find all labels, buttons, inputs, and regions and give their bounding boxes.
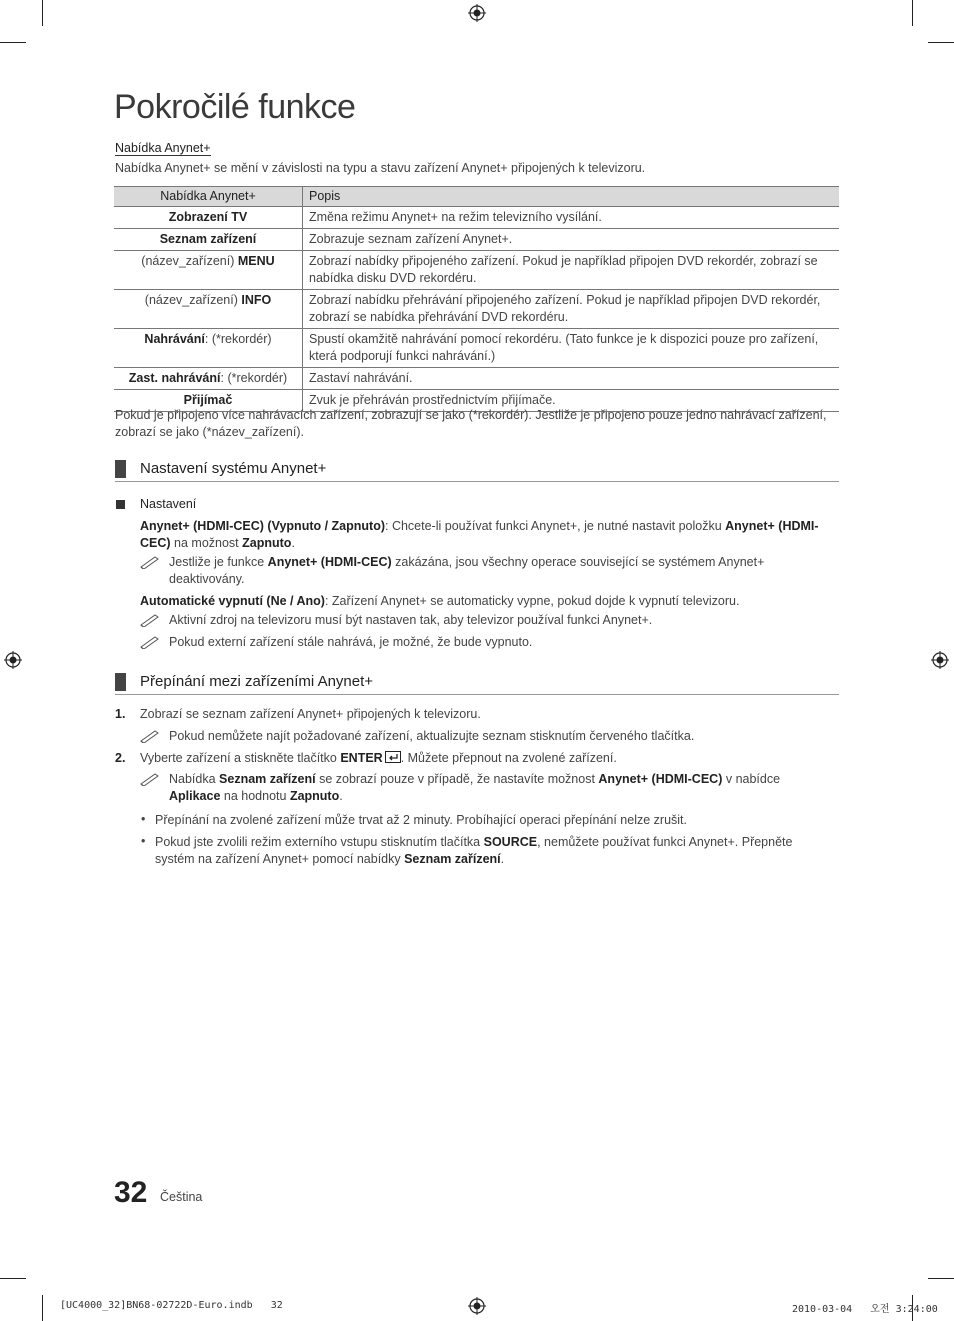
menu-item-name: INFO (241, 293, 272, 307)
step-text-part: Vyberte zařízení a stiskněte tlačítko (140, 751, 341, 765)
crop-mark (42, 1295, 43, 1321)
menu-item-cell (114, 251, 303, 290)
description-cell: Zobrazí nabídky připojeného zařízení. Pokud je například připojen DVD rekordér, zobrazí se nabídka disku DVD rekordéru. (303, 251, 840, 290)
menu-item-name: Zobrazení TV (168, 210, 248, 224)
step-number-text: 1. (115, 707, 126, 721)
step-text-part: . Můžete přepnout na zvolené zařízení. (400, 751, 617, 765)
print-date-info: 2010-03-04 오전 3:24:00 (792, 1304, 938, 1315)
menu-item-cell (114, 329, 303, 368)
note-text: Aktivní zdroj na televizoru musí být nastaven tak, aby televizor používal funkci Anynet+. (169, 613, 653, 627)
crop-mark (0, 1278, 26, 1279)
step-number (115, 750, 125, 767)
setting-text: : Zařízení Anynet+ se automaticky vypne, pokud dojde k vypnutí televizoru. (324, 594, 740, 608)
menu-item-cell (114, 207, 303, 229)
setting-text: . (291, 536, 295, 550)
bullet-text-part: Pokud jste zvolili režim externího vstupu stisknutím tlačítka (155, 835, 484, 849)
page-number: 32 (114, 1176, 148, 1209)
section-heading (115, 459, 839, 482)
note-text-part: Nabídka (169, 772, 220, 786)
after-table-text: Pokud je připojeno více nahrávacích zařízení, zobrazují se jako (*rekordér). Jestliže je připojeno pouze jedno nahrávací zařízení, zobrazí se jako (*název_zařízení). (115, 408, 827, 439)
note-pencil-icon (140, 635, 160, 649)
note-text-part: zakázána, jsou všechny operace související se systémem Anynet+ deaktivovány. (169, 555, 765, 586)
section-heading (115, 672, 839, 695)
note-text (169, 554, 829, 588)
settings-item-title: Nastavení (140, 497, 197, 511)
enter-key-label: ENTER (340, 751, 383, 765)
menu-item-name: MENU (237, 254, 275, 268)
setting-bold: Anynet+ (HDMI-CEC) (140, 519, 819, 550)
note-bold: Aplikace (169, 789, 221, 803)
section-title: Přepínání mezi zařízeními Anynet+ (140, 673, 374, 690)
registration-mark-icon (468, 1297, 486, 1315)
enter-key-icon (385, 751, 401, 763)
section-title: Nastavení systému Anynet+ (140, 460, 327, 477)
step-number-text: 2. (115, 751, 126, 765)
note-text (169, 771, 829, 805)
note-text-part: Jestliže je funkce (169, 555, 268, 569)
table-row (114, 368, 839, 390)
setting-bold: Automatické vypnutí (Ne / Ano) (140, 594, 325, 608)
bullet-text (155, 834, 835, 868)
table-header-row (114, 187, 839, 207)
note-bold: Anynet+ (HDMI-CEC) (267, 555, 392, 569)
table-header: Nabídka Anynet+ (114, 187, 303, 207)
menu-item-name: Seznam zařízení (159, 232, 257, 246)
crop-mark (928, 1278, 954, 1279)
square-bullet-icon (116, 500, 125, 509)
step-number (115, 706, 125, 723)
table-row (114, 329, 839, 368)
menu-item-prefix: (název_zařízení) (144, 293, 242, 307)
menu-item-suffix: : (*rekordér) (220, 371, 288, 385)
description-cell: Zvuk je přehráván prostřednictvím přijímače. (303, 390, 840, 412)
menu-item-cell (114, 290, 303, 329)
description-cell: Zobrazuje seznam zařízení Anynet+. (303, 229, 840, 251)
bullet-text: Přepínání na zvolené zařízení může trvat až 2 minuty. Probíhající operaci přepínání nelze zrušit. (155, 813, 687, 827)
bullet-bold: SOURCE (483, 835, 538, 849)
anynet-menu-table (114, 186, 839, 412)
language-label: Čeština (160, 1190, 203, 1204)
intro-heading (115, 141, 211, 155)
crop-mark (912, 0, 913, 26)
anynet-setting-text (140, 518, 840, 552)
description-cell: Zobrazí nabídku přehrávání připojeného zařízení. Pokud je například připojen DVD rekordér, zobrazí se nabídka přehrávání DVD rekordéru. (303, 290, 840, 329)
table-row (114, 251, 839, 290)
step-text (140, 750, 617, 767)
print-file-info: [UC4000_32]BN68-02722D-Euro.indb 32 (60, 1300, 283, 1311)
note-pencil-icon (140, 729, 160, 743)
step-text: Zobrazí se seznam zařízení Anynet+ připojených k televizoru. (140, 707, 481, 721)
menu-item-cell (114, 229, 303, 251)
note-text-part: na hodnotu (220, 789, 290, 803)
setting-bold: Anynet+ (HDMI-CEC) (Vypnuto / Zapnuto) (140, 519, 385, 533)
menu-item-name: Zast. nahrávání (128, 371, 221, 385)
bullet-text-part: . (500, 852, 505, 866)
setting-bold: Zapnuto (242, 536, 292, 550)
setting-text: na možnost (170, 536, 243, 550)
intro-text: Nabídka Anynet+ se mění v závislosti na typu a stavu zařízení Anynet+ připojených k televizoru. (115, 161, 646, 175)
menu-item-prefix: (název_zařízení) (141, 254, 238, 268)
note-text-part: se zobrazí pouze v případě, že nastavíte možnost (315, 772, 599, 786)
note-text-part: . (339, 789, 343, 803)
note-text-part: v nabídce (722, 772, 781, 786)
auto-off-text (140, 593, 840, 610)
menu-item-name: Přijímač (183, 393, 233, 407)
note-text: Pokud externí zařízení stále nahrává, je možné, že bude vypnuto. (169, 635, 533, 649)
note-bold: Zapnuto (289, 789, 340, 803)
menu-item-cell (114, 368, 303, 390)
registration-mark-icon (931, 651, 949, 669)
menu-item-name: Nahrávání (144, 332, 205, 346)
registration-mark-icon (4, 651, 22, 669)
setting-text: : Chcete-li používat funkci Anynet+, je nutné nastavit položku (385, 519, 726, 533)
page-title: Pokročilé funkce (114, 88, 356, 126)
note-text: Pokud nemůžete najít požadované zařízení, aktualizujte seznam stisknutím červeného tlačítka. (169, 729, 695, 743)
table-header: Popis (303, 187, 840, 207)
section-bar (115, 673, 126, 691)
section-bar (115, 460, 126, 478)
bullet-icon: • (141, 834, 146, 848)
crop-mark (42, 0, 43, 26)
note-bold: Seznam zařízení (219, 772, 316, 786)
note-pencil-icon (140, 613, 160, 627)
note-bold: Anynet+ (HDMI-CEC) (598, 772, 723, 786)
table-row (114, 207, 839, 229)
table-row (114, 290, 839, 329)
note-pencil-icon (140, 772, 160, 786)
intro-heading-text: Nabídka Anynet+ (115, 141, 211, 155)
bullet-bold: Seznam zařízení (404, 852, 501, 866)
description-cell: Změna režimu Anynet+ na režim televizního vysílání. (303, 207, 840, 229)
description-cell: Spustí okamžitě nahrávání pomocí rekordéru. (Tato funkce je k dispozici pouze pro zařízení, která podporují funkci nahrávání.) (303, 329, 840, 368)
note-pencil-icon (140, 555, 160, 569)
registration-mark-icon (468, 4, 486, 22)
description-cell: Zastaví nahrávání. (303, 368, 840, 390)
bullet-text-part: , nemůžete používat funkci Anynet+. Přepněte systém na zařízení Anynet+ pomocí nabídky (155, 835, 793, 866)
bullet-icon: • (141, 812, 146, 826)
menu-item-suffix: : (*rekordér) (204, 332, 272, 346)
crop-mark (928, 42, 954, 43)
crop-mark (0, 42, 26, 43)
table-row (114, 229, 839, 251)
